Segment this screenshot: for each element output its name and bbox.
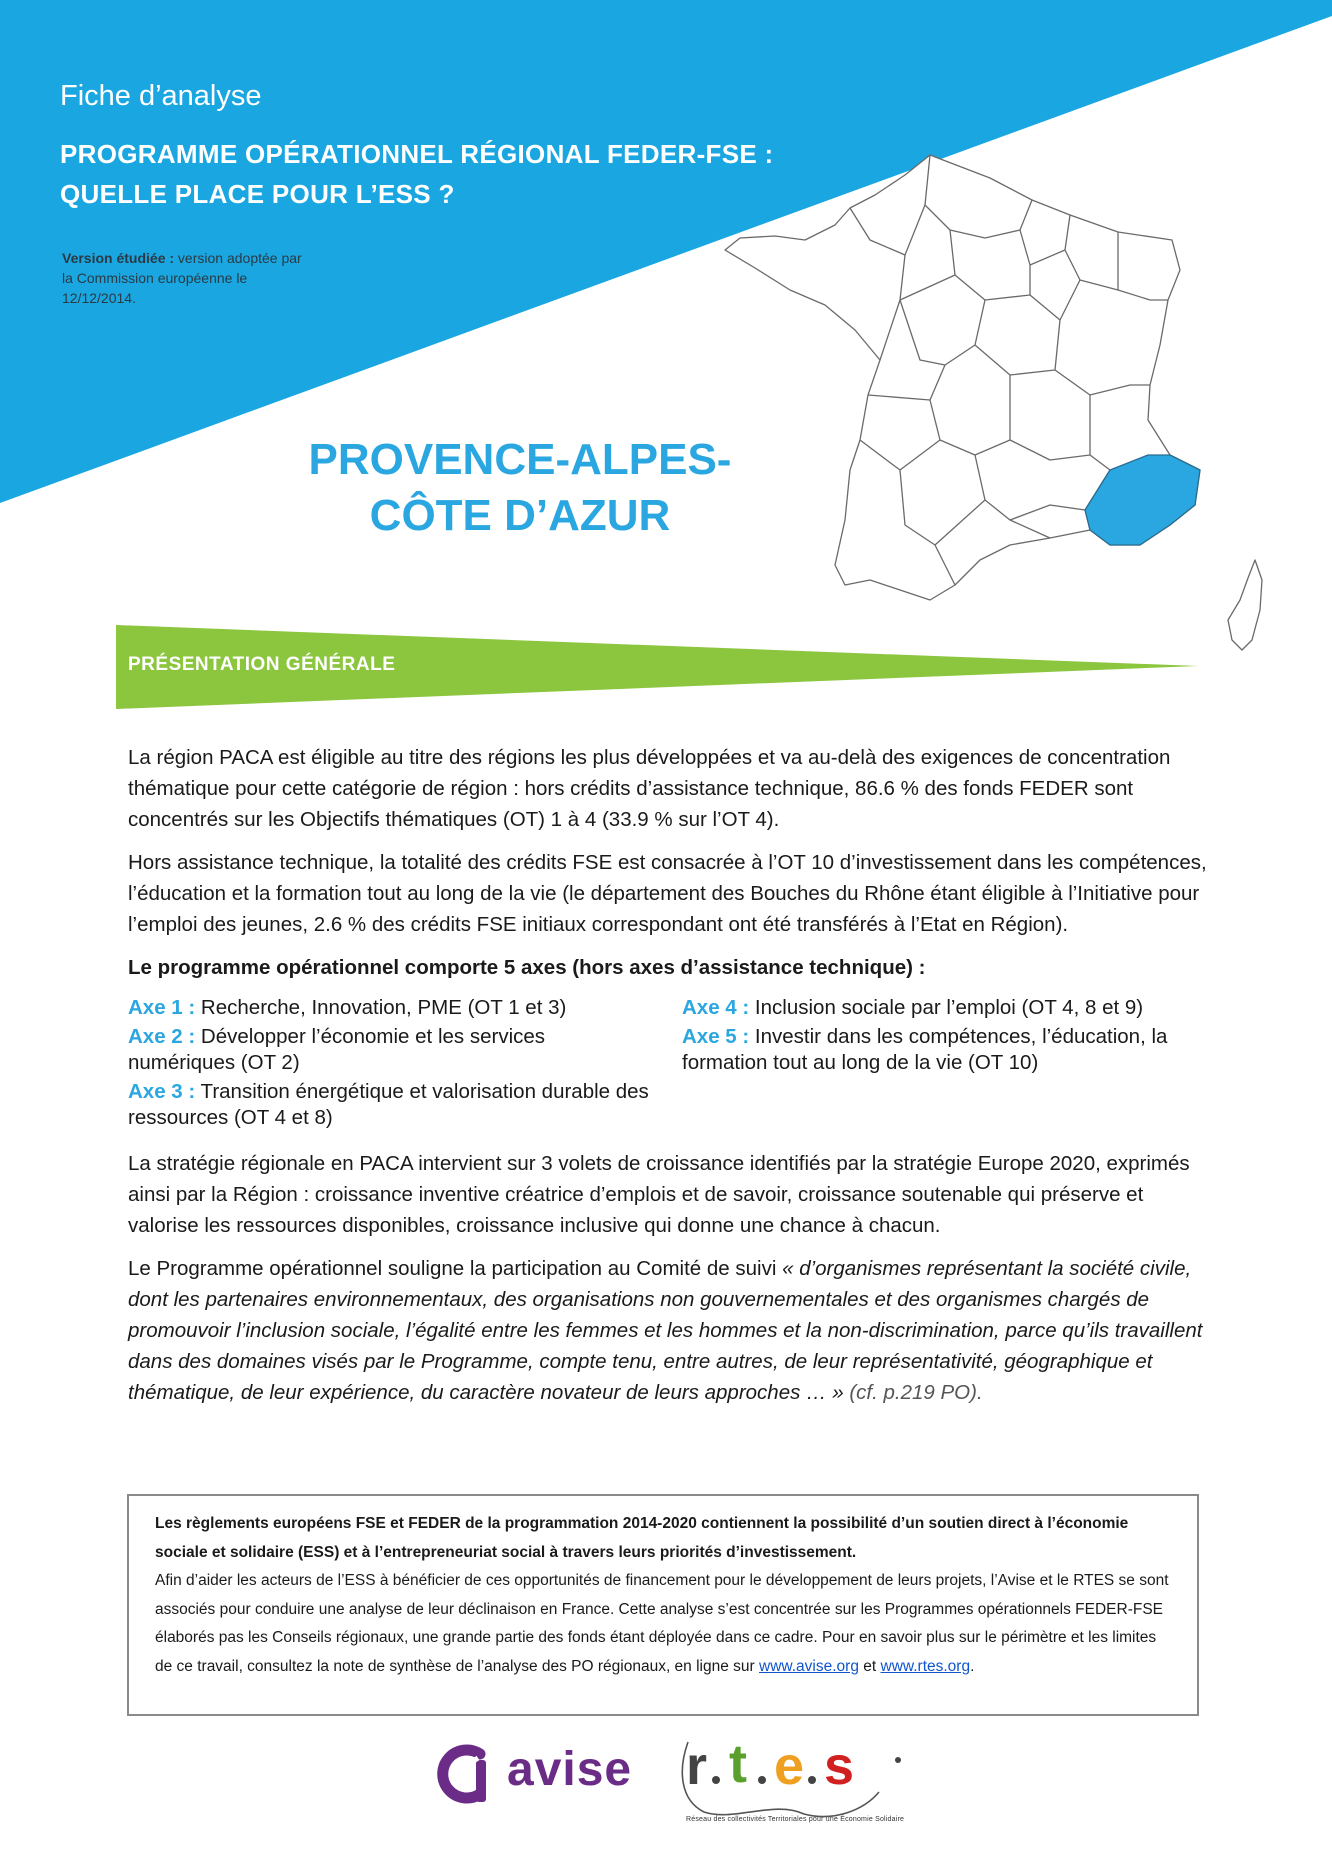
axe-text: Investir dans les compétences, l’éducation, la formation tout au long de la vie (OT 10) [682, 1025, 1168, 1074]
note-bold-text: Les règlements européens FSE et FEDER de la programmation 2014-2020 contiennent la possibilité d’un soutien direct à l’économie sociale et solidaire (ESS) et à l’entrepreneuriat social à travers leurs priorités d’investissement. [155, 1515, 1129, 1561]
info-note-box [127, 1494, 1199, 1716]
rtes-dot [712, 1776, 720, 1784]
axes-intro: Le programme opérationnel comporte 5 axes (hors axes d’assistance technique) : [128, 956, 926, 979]
axe-text: Transition énergétique et valorisation durable des ressources (OT 4 et 8) [128, 1080, 649, 1129]
section-heading: PRÉSENTATION GÉNÉRALE [128, 654, 396, 675]
axe-text: Recherche, Innovation, PME (OT 1 et 3) [195, 996, 567, 1019]
paragraph-1: La région PACA est éligible au titre des régions les plus développées et va au-delà des exigences de concentration thématique pour cette catégorie de région : hors crédits d’assistance technique, 86.6 % des fonds FEDER sont concentrés sur les Objectifs thématiques (OT) 1 à 4 (33.9 % sur l’OT 4). [128, 746, 1171, 831]
region-title [280, 432, 760, 544]
paragraph-4-intro: Le Programme opérationnel souligne la participation au Comité de suivi [128, 1257, 783, 1280]
axe-item [128, 1024, 654, 1076]
rtes-letter-e: e [774, 1736, 805, 1796]
version-text-1: version adoptée par [174, 250, 302, 266]
rtes-dot [808, 1776, 816, 1784]
axe-label: Axe 4 : [682, 996, 750, 1019]
body-text [128, 742, 1208, 1420]
rtes-logo [674, 1730, 914, 1820]
paragraph-4-quote: « d’organismes représentant la société civile, dont les partenaires environnementaux, des organisations non gouvernementales et des organismes chargés de promouvoir l’inclusion sociale, l’égalité entre les femmes et les hommes et la non-discrimination, parce qu’ils travaillent dans des domaines visés par le Programme, compte tenu, entre autres, de leur représentativité, géographique et thématique, de leur expérience, du caractère novateur de leurs approches … » [128, 1257, 1203, 1404]
document-title [60, 134, 774, 214]
axes-column-right [682, 995, 1208, 1134]
corsica-outline [1228, 560, 1262, 650]
region-title-line-1: PROVENCE-ALPES- [308, 435, 732, 484]
rtes-tagline: Réseau des collectivités Territoriales pour une Économie Solidaire [686, 1816, 905, 1823]
axe-item [128, 995, 654, 1021]
axe-item [682, 995, 1208, 1021]
axes-list [128, 995, 1208, 1134]
axe-text: Inclusion sociale par l’emploi (OT 4, 8 et 9) [749, 996, 1144, 1019]
france-map [725, 155, 1262, 650]
note-end: . [970, 1657, 975, 1675]
rtes-dot [895, 1757, 901, 1763]
paragraph-2: Hors assistance technique, la totalité des crédits FSE est consacrée à l’OT 10 d’investissement dans les compétences, l’éducation et la formation tout au long de la vie (le département des Bouches du Rhône étant éligible à l’Initiative pour l’emploi des jeunes, 2.6 % des crédits FSE initiaux correspondant ont été transférés à l’Etat en Région). [128, 851, 1207, 936]
document-kind: Fiche d’analyse [60, 80, 262, 112]
paragraph-4-citation: (cf. p.219 PO). [843, 1381, 983, 1404]
axe-label: Axe 1 : [128, 996, 196, 1019]
region-title-line-2: CÔTE D’AZUR [369, 491, 671, 540]
axe-text: Développer l’économie et les services numériques (OT 2) [128, 1025, 546, 1074]
axe-label: Axe 2 : [128, 1025, 196, 1048]
version-text-2: la Commission européenne le [62, 270, 248, 286]
version-info [62, 248, 362, 308]
avise-link[interactable]: www.avise.org [759, 1657, 859, 1675]
rtes-letter-t: t [729, 1734, 747, 1794]
version-label: Version étudiée : [62, 250, 175, 266]
title-line-2: QUELLE PLACE POUR L’ESS ? [60, 179, 455, 209]
axe-label: Axe 3 : [128, 1080, 196, 1103]
rtes-link[interactable]: www.rtes.org [880, 1657, 971, 1675]
avise-logo-text: avise [507, 1743, 633, 1796]
note-text: Afin d’aider les acteurs de l’ESS à bénéficier de ces opportunités de financement pour le développement de leurs projets, l’Avise et le RTES se sont associés pour conduire une analyse de leur déclinaison en France. Cette analyse s’est concentrée sur les Programmes opérationnels FEDER-FSE élaborés pas les Conseils régionaux, une grande partie des fonds étant déployée dans ce cadre. Pour en savoir plus sur le périmètre et les limites de ce travail, consultez la note de synthèse de l’analyse des PO régionaux, en ligne sur [155, 1572, 1169, 1675]
paragraph-4 [128, 1253, 1208, 1408]
rtes-letter-r: r [686, 1736, 708, 1796]
title-line-1: PROGRAMME OPÉRATIONNEL RÉGIONAL FEDER-FSE : [60, 139, 774, 169]
note-and: et [858, 1657, 881, 1675]
axe-item [128, 1079, 654, 1131]
avise-logo-icon [436, 1742, 498, 1806]
axes-column-left [128, 995, 654, 1134]
version-text-3: 12/12/2014. [62, 290, 136, 306]
axe-item [682, 1024, 1208, 1076]
rtes-letter-s: s [824, 1736, 855, 1796]
rtes-dot [758, 1776, 766, 1784]
axe-label: Axe 5 : [682, 1025, 750, 1048]
paragraph-3: La stratégie régionale en PACA intervient sur 3 volets de croissance identifiés par la stratégie Europe 2020, exprimés ainsi par la Région : croissance inventive créatrice d’emplois et de savoir, croissance soutenable qui préserve et valorise les ressources disponibles, croissance inclusive qui donne une chance à chacun. [128, 1152, 1190, 1237]
